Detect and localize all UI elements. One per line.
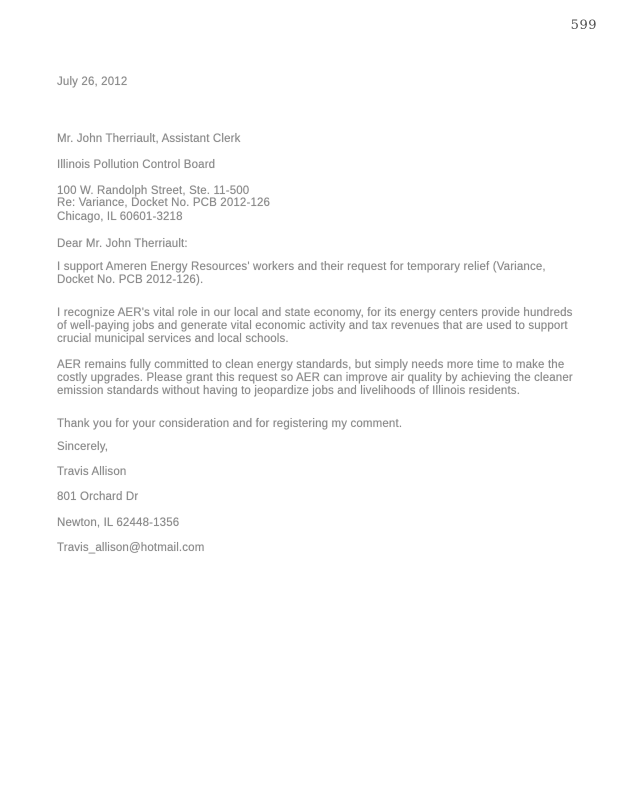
signer-name: Travis Allison bbox=[57, 465, 127, 478]
salutation: Dear Mr. John Therriault: bbox=[57, 238, 188, 250]
letter-date: July 26, 2012 bbox=[57, 76, 128, 88]
page-number: 599 bbox=[570, 18, 597, 33]
body-paragraph-1: I support Ameren Energy Resources' workers and their request for temporary relief (Variance, Docket No. PCB 2012-126). bbox=[57, 261, 546, 286]
signer-city: Newton, IL 62448-1356 bbox=[57, 516, 180, 529]
closing: Sincerely, bbox=[57, 441, 109, 453]
signer-email: Travis_allison@hotmail.com bbox=[57, 541, 205, 554]
body-paragraph-3: AER remains fully committed to clean energy standards, but simply needs more time to make the costly upgrades. Please grant this request so AER can improve air quality by achieving the cleaner emission standards without having to jeopardize jobs and livelihoods of Illinois residents. bbox=[57, 359, 573, 397]
body-paragraph-2: I recognize AER's vital role in our local and state economy, for its energy centers provide hundreds of well-paying jobs and generate vital economic activity and tax revenues that are used to support crucial municipal services and local schools. bbox=[57, 307, 573, 345]
recipient-org-line: Illinois Pollution Control Board bbox=[57, 159, 216, 171]
recipient-city-line: Chicago, IL 60601-3218 bbox=[57, 211, 183, 223]
signer-street: 801 Orchard Dr bbox=[57, 491, 139, 504]
signature-block bbox=[57, 453, 204, 567]
body-paragraph-4: Thank you for your consideration and for registering my comment. bbox=[57, 418, 403, 430]
recipient-street-line: 100 W. Randolph Street, Ste. 11-500 bbox=[57, 185, 250, 197]
recipient-name-line: Mr. John Therriault, Assistant Clerk bbox=[57, 133, 241, 145]
recipient-address-block bbox=[57, 120, 249, 237]
subject-line: Re: Variance, Docket No. PCB 2012-126 bbox=[57, 197, 271, 209]
